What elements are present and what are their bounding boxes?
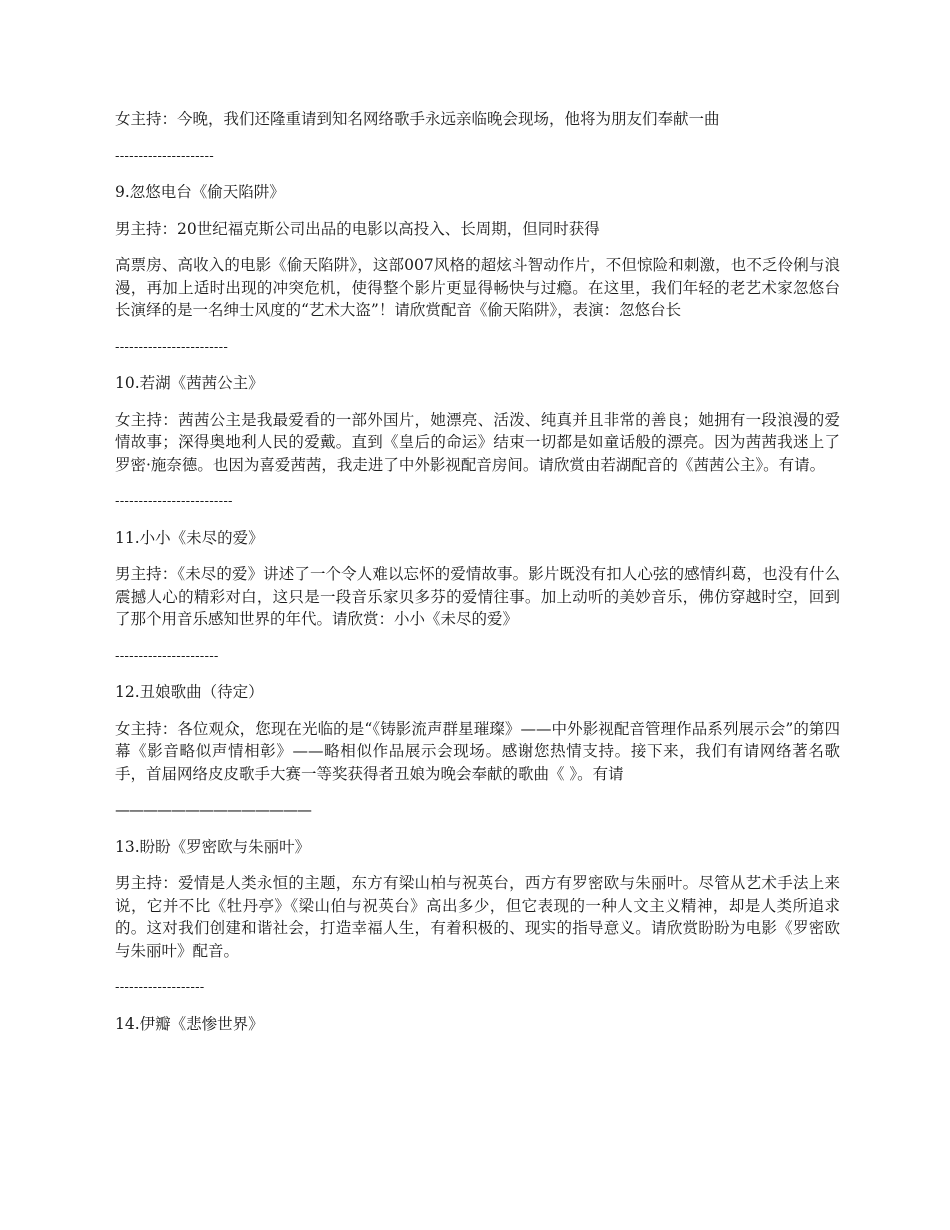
program-description-9: 高票房、高收入的电影《偷天陷阱》，这部007风格的超炫斗智动作片，不但惊险和刺激，也不乏伶俐与浪漫，再加上适时出现的冲突危机，使得整个影片更显得畅快与过瘾。在这里，我们年轻的老艺术家忽悠台长演绎的是一名绅士风度的“艺术大盗”！请欣赏配音《偷天陷阱》，表演：忽悠台长 xyxy=(115,256,840,319)
program-title-13: 13.盼盼《罗密欧与朱丽叶》 xyxy=(115,837,311,856)
separator: ------------------------ xyxy=(115,338,229,354)
host-line-male: 男主持：20世纪福克斯公司出品的电影以高投入、长周期，但同时获得 xyxy=(115,219,600,238)
program-title-10: 10.若湖《茜茜公主》 xyxy=(115,374,264,392)
host-line-female: 女主持：今晚，我们还隆重请到知名网络歌手永远亲临晚会现场，他将为朋友们奉献一曲 xyxy=(115,110,720,128)
separator: ---------------------- xyxy=(115,647,219,663)
document-page xyxy=(115,108,840,1049)
program-description-10: 女主持：茜茜公主是我最爱看的一部外国片，她漂亮、活泼、纯真并且非常的善良；她拥有一段浪漫的爱情故事；深得奥地利人民的爱戴。直到《皇后的命运》结束一切都是如童话般的漂亮。因为茜茜我迷上了罗密·施奈德。也因为喜爱茜茜，我走进了中外影视配音房间。请欣赏由若湖配音的《茜茜公主》。有请。 xyxy=(115,410,840,474)
separator: ------------------- xyxy=(115,979,205,994)
separator: ------------------------- xyxy=(115,493,233,508)
program-description-12: 女主持：各位观众，您现在光临的是“《铸影流声群星璀璨》——中外影视配音管理作品系列展示会”的第四幕《影音略似声情相彰》——略相似作品展示会现场。感谢您热情支持。接下来，我们有请网络著名歌手，首届网络皮皮歌手大赛一等奖获得者丑娘为晚会奉献的歌曲《 》。有请 xyxy=(115,719,840,783)
program-title-11: 11.小小《未尽的爱》 xyxy=(115,528,264,547)
program-description-11: 男主持：《未尽的爱》讲述了一个令人难以忘怀的爱情故事。影片既没有扣人心弦的感情纠葛，也没有什么震撼人心的精彩对白，这只是一段音乐家贝多芬的爱情往事。加上动听的美妙音乐，佛仿穿越时空，回到了那个用音乐感知世界的年代。请欣赏：小小《未尽的爱》 xyxy=(115,565,840,628)
program-title-12: 12.丑娘歌曲（待定） xyxy=(115,683,264,701)
program-description-13: 男主持：爱情是人类永恒的主题，东方有梁山柏与祝英台，西方有罗密欧与朱丽叶。尽管从艺术手法上来说，它并不比《牡丹亭》《梁山伯与祝英台》高出多少，但它表现的一种人文主义精神，却是人类所追求的。这对我们创建和谐社会，打造幸福人生，有着积极的、现实的指导意义。请欣赏盼盼为电影《罗密欧与朱丽叶》配音。 xyxy=(115,874,840,960)
separator: --------------------- xyxy=(115,147,214,163)
program-title-9: 9.忽悠电台《偷天陷阱》 xyxy=(115,183,285,201)
separator-em-dash: —————————————— xyxy=(115,801,311,819)
program-title-14: 14.伊瓣《悲惨世界》 xyxy=(115,1014,264,1033)
